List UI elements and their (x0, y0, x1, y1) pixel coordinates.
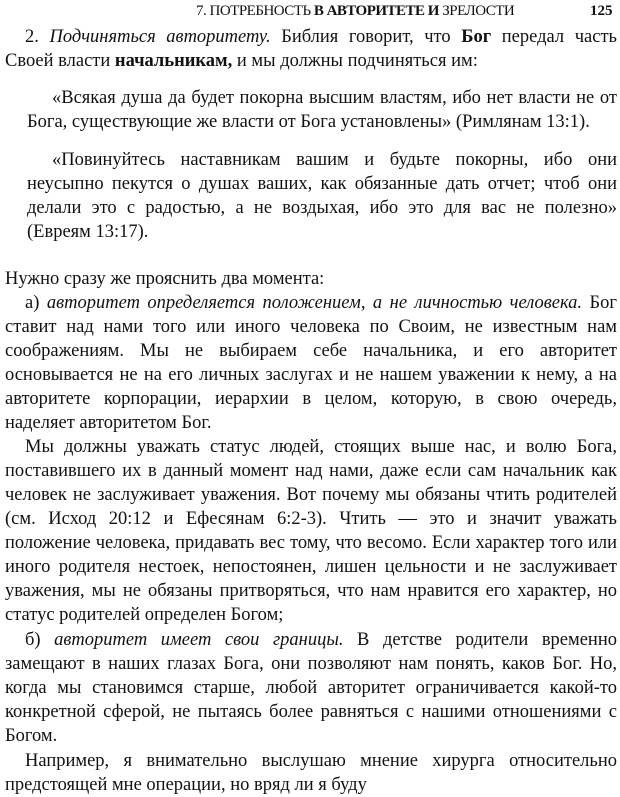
clarify-intro: Нужно сразу же прояснить два момента: (5, 269, 325, 289)
point-2-title: Подчиняться авторитету. (49, 27, 271, 47)
rule-a-paragraph: а) авторитет определяется положением, а не личностью человека. Бог ставит над нами того или иного человека по Своим, не известным нам соображениям. Мы не выбираем себе начальника, и его авторитет основывается не на его личных заслугах и не нашем уважении к нему, а на авторитете корпорации, иерархии в целом, которую, в свою очередь, наделяет авторитетом Бог. (5, 293, 618, 433)
page-number: 125 (590, 3, 613, 19)
respect-paragraph: Мы должны уважать статус людей, стоящих выше нас, и волю Бога, поставившего их в данный момент над нами, даже если сам начальник как человек не заслуживает уважения. Вот почему мы обязаны чтить родителей (см. Исход 20:12 и Ефесянам 6:2-3). Чтить — это и значит уважать положение человека, придавать вес тому, что весомо. Если характер того или иного родителя нестоек, непостоянен, лишен цельности и не заслуживает уважения, мы не обязаны притворяться, что нам нравится его характер, но статус родителей определен Богом; (5, 437, 617, 625)
scripture-quote: «Всякая душа да будет покорна высшим властям, ибо нет власти не от Бога, существующие же власти от Бога установлены» (Римлянам 13:1). (27, 88, 617, 132)
body-text (5, 25, 617, 797)
rule-b-title: авторитет имеет свои границы. (54, 630, 344, 650)
rule-b-paragraph: б) авторитет имеет свои границы. В детстве родители временно замещают в наших глазах Бога, они позволяют нам понять, каков Бог. Но, когда мы становимся старше, любой авторитет ограничивается какой-то конкретной сферой, не пытаясь более равняться с нашими отношениями с Богом. (5, 630, 617, 746)
closing-paragraph: Например, я внимательно выслушаю мнение хирурга относительно предстоящей мне операции, но вряд ли я буду (5, 751, 617, 795)
chapter-title: 7. ПОТРЕБНОСТЬ В АВТОРИТЕТЕ И ЗРЕЛОСТИ (196, 3, 515, 19)
scripture-quote: «Повинуйтесь наставникам вашим и будьте покорны, ибо они неусыпно пекутся о душах ваших, как обязанные дать отчет; чтоб они делали это с радостью, а не воздыхая, ибо это для вас не полезно» (Евреям 13:17). (27, 150, 617, 242)
point-2-paragraph: 2. Подчиняться авторитету. Библия говорит, что Бог передал часть Своей власти начальникам, и мы должны подчиняться им: (5, 27, 617, 71)
rule-a-title: авторитет определяется положением, а не личностью человека. (46, 293, 583, 313)
